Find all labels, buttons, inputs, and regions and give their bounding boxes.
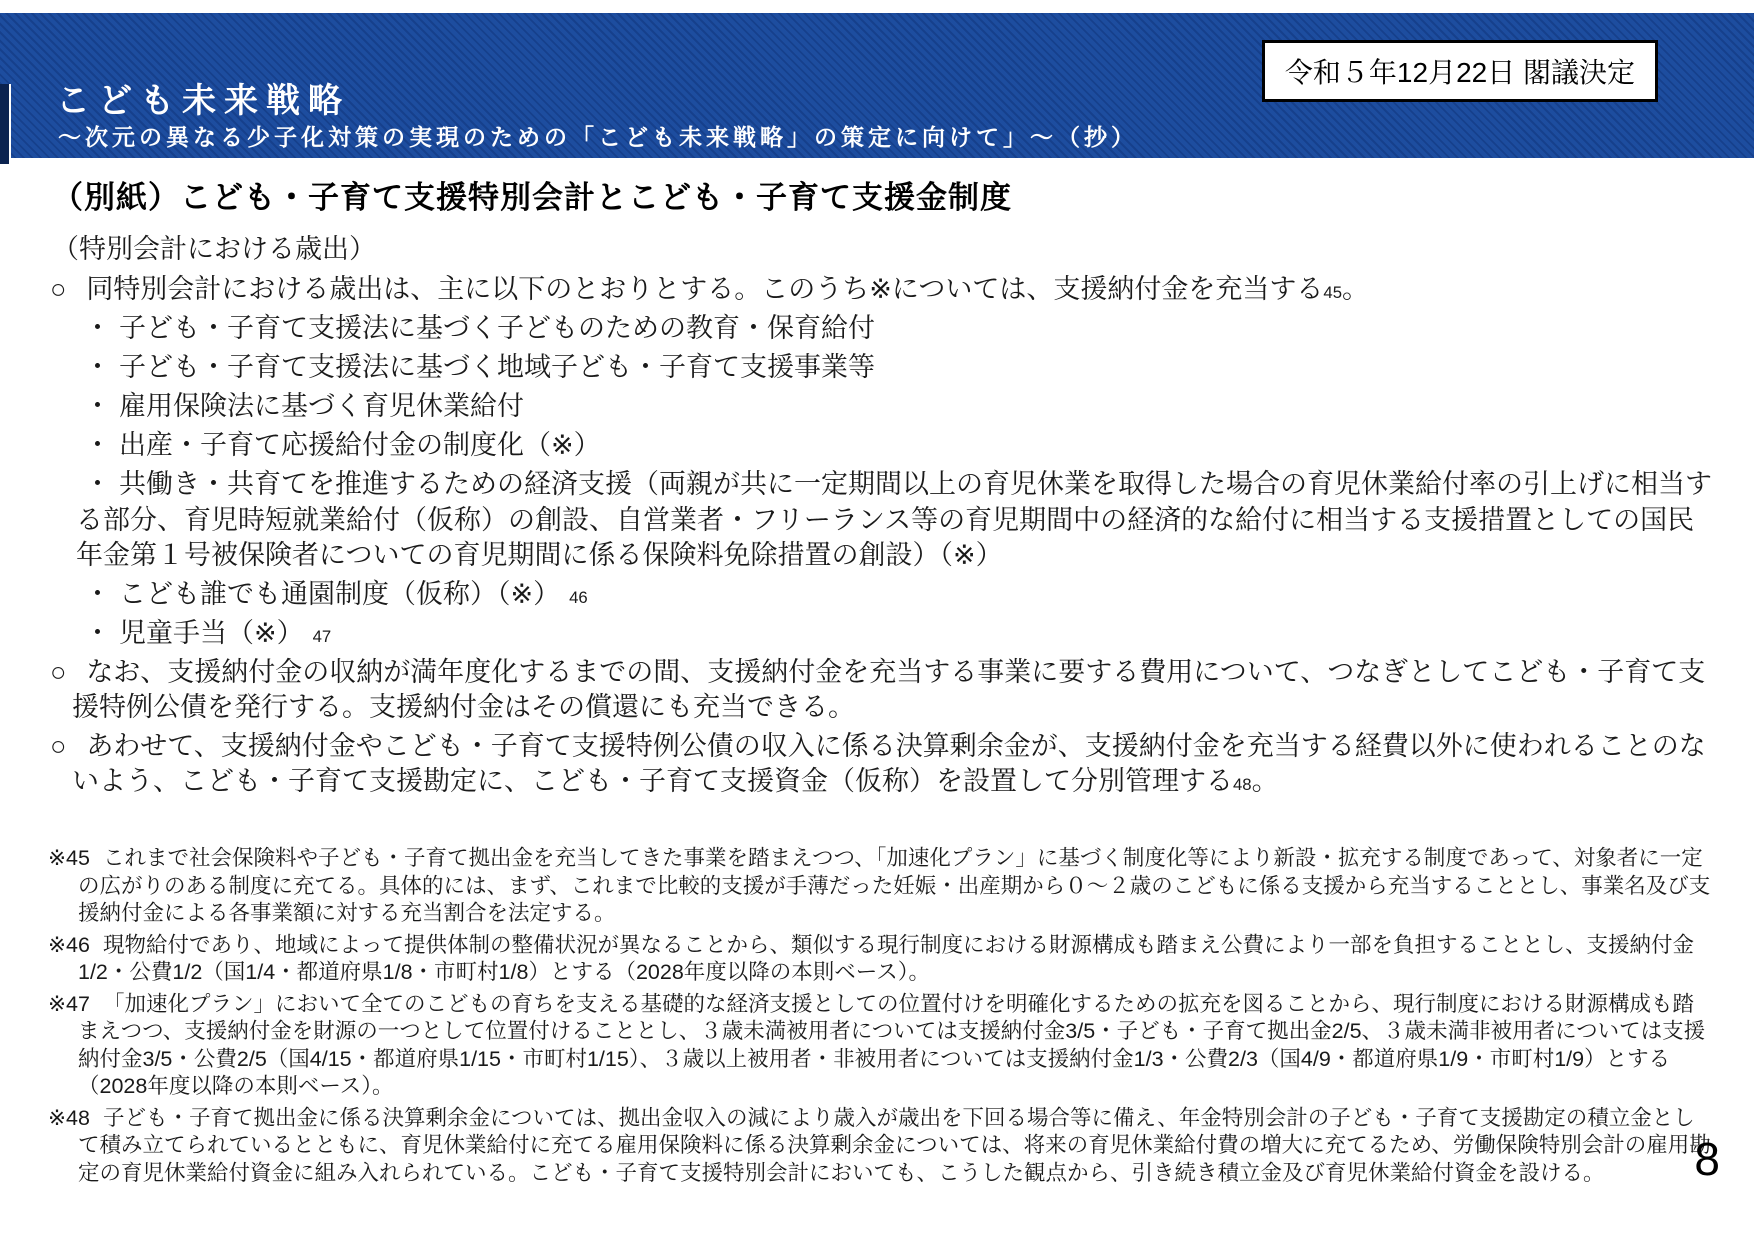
paragraph-tail: 。 [1342,274,1370,304]
footnote-marker: ※45 [48,846,90,871]
paragraph-text: 同特別会計における歳出は、主に以下のとおりとする。このうち※については、支援納付金を充当する [86,274,1324,304]
document-content [0,158,1754,1192]
paragraph-text: あわせて、支援納付金やこども・子育て支援特例公債の収入に係る決算剰余金が、支援納付金を充当する経費以外に使われることのないよう、こども・子育て支援勘定に、こども・子育て支援資金（仮称）を設置して分別管理する [72,731,1706,797]
list-item-text: 子ども・子育て支援法に基づく子どものための教育・保育給付 [119,313,875,344]
paragraph-text: なお、支援納付金の収納が満年度化するまでの間、支援納付金を充当する事業に要する費用について、つなぎとしてこども・子育て支援特例公債を発行する。支援納付金はその償還にも充当できる。 [72,656,1706,723]
dot-bullet-marker: ・ [84,352,111,383]
page-title: こども未来戦略 [56,82,350,120]
list-item-text: こども誰でも通園制度（仮称）（※） [119,578,561,609]
list-item [50,428,1714,463]
footnote-45 [50,845,1714,928]
list-item [50,311,1714,346]
dot-bullet-marker: ・ [84,430,111,461]
footnote-ref-46: 46 [569,587,588,607]
footnote-text: 子ども・子育て拠出金に係る決算剰余金については、拠出金収入の減により歳入が歳出を下回る場合等に備え、年金特別会計の子ども・子育て支援勘定の積立金として積み立てられているとともに、育児休業給付に充てる雇用保険料に係る決算剰余金については、将来の育児休業給付費の増大に充てるため、労働保険特別会計の雇用勘定の育児休業給付資金に組み入れられている。こども・子育て支援特別会計においても、こうした観点から、引き続き積立金及び育児休業給付資金を設ける。 [78,1105,1711,1185]
dot-bullet-marker: ・ [84,578,111,609]
dot-bullet-marker: ・ [84,469,111,500]
footnote-marker: ※47 [48,991,90,1016]
paragraph-tail: 。 [1251,766,1279,797]
dot-bullet-marker: ・ [84,313,111,344]
circle-bullet-marker: ○ [50,731,67,762]
footnote-ref-47: 47 [312,626,332,646]
bullet-paragraph-fund-management [50,729,1714,799]
dot-bullet-marker: ・ [84,617,111,648]
list-item [50,389,1714,424]
footnote-text: 現物給付であり、地域によって提供体制の整備状況が異なることから、類似する現行制度における財源構成も踏まえ公費により一部を負担することとし、支援納付金1/2・公費1/2（国1/4・都道府県1/8・市町村1/8）とする（2028年度以降の本則ベース）。 [78,932,1694,985]
list-item [50,577,1714,612]
circle-bullet-marker: ○ [50,274,67,304]
list-item [50,467,1714,572]
footnote-48 [50,1105,1714,1188]
list-item-text: 共働き・共育てを推進するための経済支援（両親が共に一定期間以上の育児休業を取得した場合の育児休業給付率の引上げに相当する部分、育児時短就業給付（仮称）の創設、自営業者・フリーランス等の育児期間中の経済的な給付に相当する支援措置としての国民年金第１号被保険者についての育児期間に係る保険料免除措置の創設）（※） [76,469,1712,570]
footnote-text: これまで社会保険料や子ども・子育て拠出金を充当してきた事業を踏まえつつ、「加速化プラン」に基づく制度化等により新設・拡充する制度であって、対象者に一定の広がりのある制度に充てる。具体的には、まず、これまで比較的支援が手薄だった妊娠・出産期から０～２歳のこどもに係る支援から充当することとし、事業名及び支援納付金による各事業額に対する充当割合を法定する。 [78,846,1711,926]
footnotes-section [50,845,1714,1187]
footnote-text: 「加速化プラン」において全てのこどもの育ちを支える基礎的な経済支援としての位置付けを明確化するための拡充を図ることから、現行制度における財源構成も踏まえつつ、支援納付金を財源の一つとして位置付けることとし、３歳未満被用者については支援納付金3/5・子ども・子育て拠出金2/5、３歳未満非被用者については支援納付金3/5・公費2/5（国4/15・都道府県1/15・市町村1/15）、３歳以上被用者・非被用者については支援納付金1/3・公費2/3（国4/9・都道府県1/9・市町村1/9）とする（2028年度以降の本則ベース）。 [78,991,1706,1099]
list-item [50,616,1714,651]
footnote-47 [50,991,1714,1101]
list-item-text: 出産・子育て応援給付金の制度化（※） [119,430,601,461]
page-subtitle: ～次元の異なる少子化対策の実現のための「こども未来戦略」の策定に向けて」～（抄） [58,124,1138,150]
section-label: （特別会計における歳出） [52,234,376,264]
dot-bullet-marker: ・ [84,391,111,422]
cabinet-decision-date-box: 令和５年12月22日 閣議決定 [1262,40,1658,102]
footnote-ref-45: 45 [1323,283,1343,302]
left-accent-block [0,84,11,164]
list-item-text: 児童手当（※） [119,617,304,648]
footnote-ref-48: 48 [1233,775,1252,795]
list-item-text: 子ども・子育て支援法に基づく地域子ども・子育て支援事業等 [119,352,875,383]
circle-bullet-marker: ○ [50,656,67,687]
section-heading: （別紙）こども・子育て支援特別会計とこども・子育て支援金制度 [52,180,1012,215]
bullet-paragraph-expenditure [50,272,1714,307]
list-item [50,350,1714,385]
bullet-paragraph-bonds [50,655,1714,725]
footnote-marker: ※48 [48,1105,90,1130]
list-item-text: 雇用保険法に基づく育児休業給付 [119,391,524,422]
footnote-46 [50,932,1714,987]
footnote-marker: ※46 [48,932,90,957]
page-number: 8 [1694,1133,1720,1185]
